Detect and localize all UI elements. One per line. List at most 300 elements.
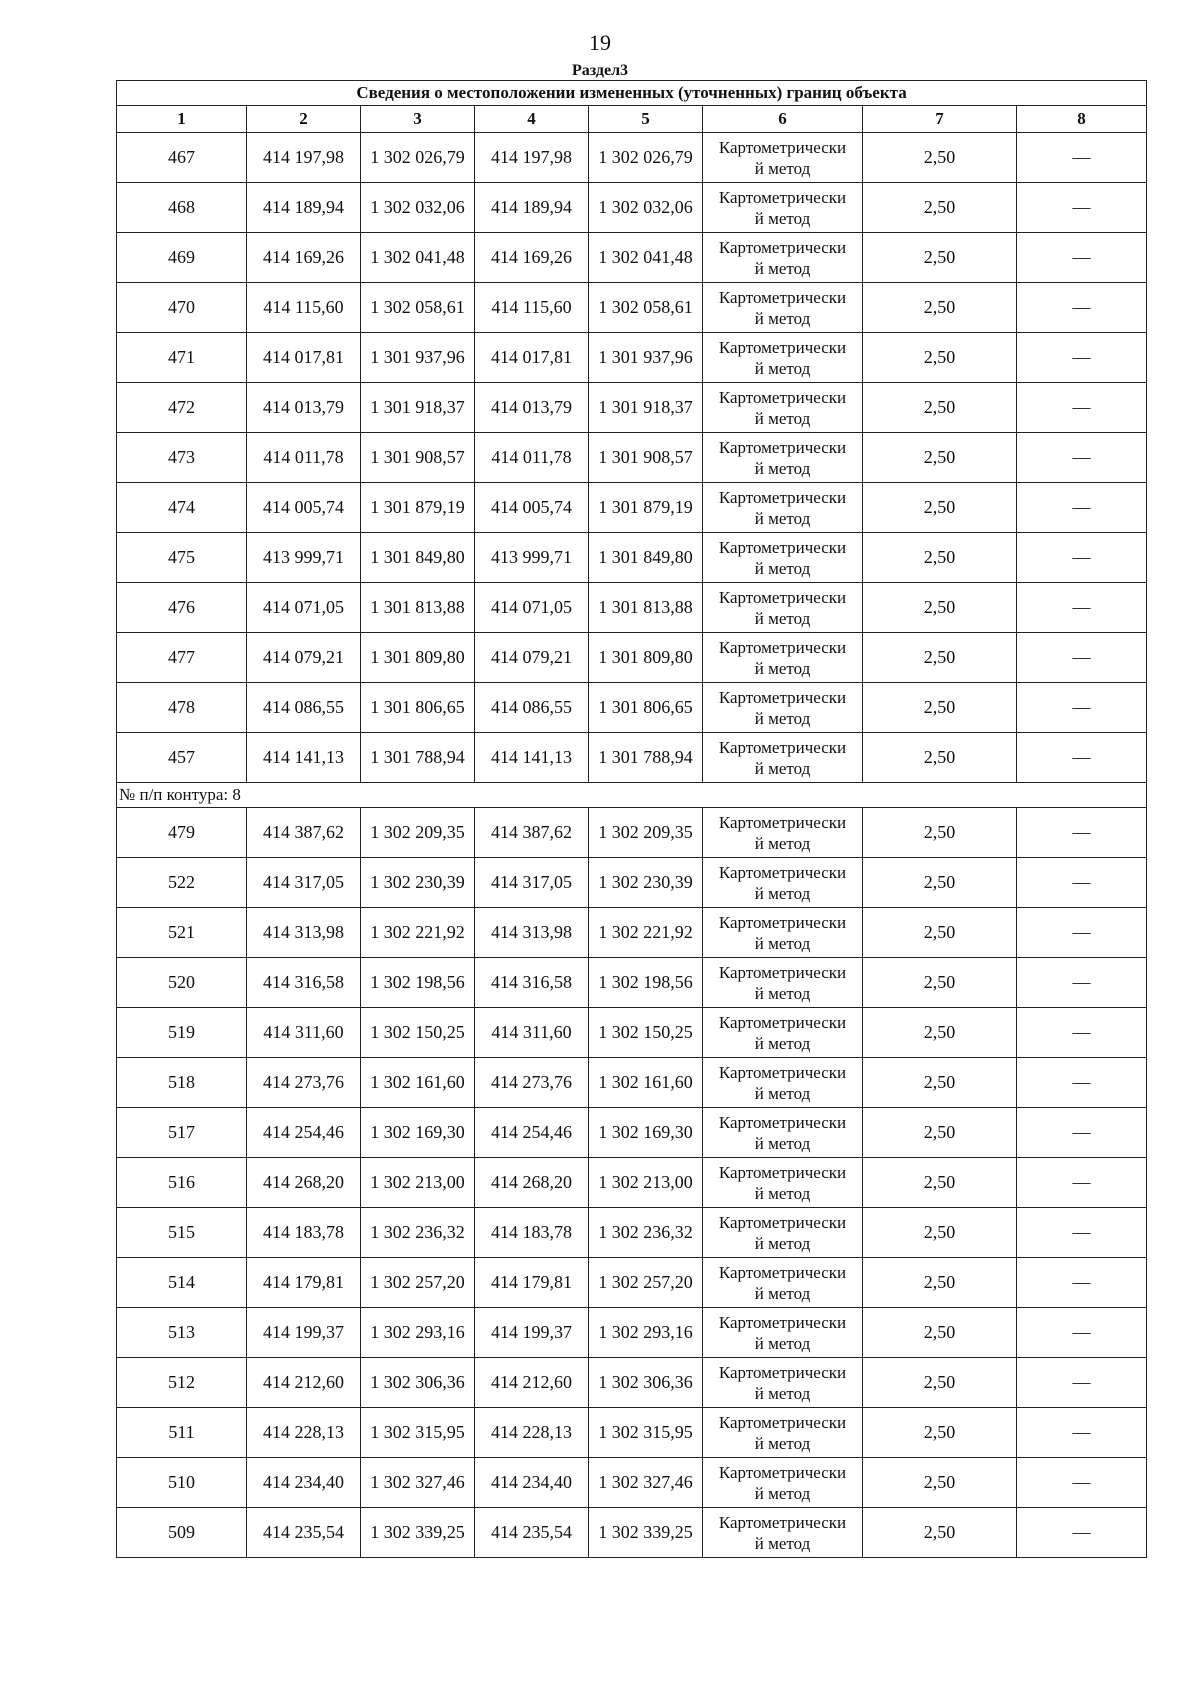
column-header-row	[117, 106, 1147, 133]
y-coordinate-cell: 1 301 806,65	[589, 683, 703, 733]
x-coordinate-cell: 414 197,98	[475, 133, 589, 183]
description-cell: —	[1017, 433, 1147, 483]
table-row	[117, 683, 1147, 733]
point-number-cell: 518	[117, 1058, 247, 1108]
point-number-cell: 474	[117, 483, 247, 533]
y-coordinate-cell: 1 301 849,80	[589, 533, 703, 583]
y-coordinate-cell: 1 302 026,79	[361, 133, 475, 183]
description-cell: —	[1017, 133, 1147, 183]
method-line: й метод	[754, 308, 811, 328]
method-line: Картометрически	[718, 437, 847, 457]
point-number-cell: 512	[117, 1358, 247, 1408]
point-number-cell: 514	[117, 1258, 247, 1308]
precision-cell: 2,50	[863, 1408, 1017, 1458]
method-cell	[703, 633, 863, 683]
method-line: Картометрически	[718, 1362, 847, 1382]
y-coordinate-cell: 1 302 169,30	[589, 1108, 703, 1158]
method-cell	[703, 583, 863, 633]
table-row	[117, 1408, 1147, 1458]
precision-cell: 2,50	[863, 1458, 1017, 1508]
table-row	[117, 1058, 1147, 1108]
method-line: й метод	[754, 1133, 811, 1153]
method-line: й метод	[754, 1233, 811, 1253]
method-line: Картометрически	[718, 537, 847, 557]
table-row	[117, 1008, 1147, 1058]
x-coordinate-cell: 414 115,60	[247, 283, 361, 333]
x-coordinate-cell: 414 189,94	[475, 183, 589, 233]
y-coordinate-cell: 1 302 161,60	[361, 1058, 475, 1108]
y-coordinate-cell: 1 301 918,37	[589, 383, 703, 433]
x-coordinate-cell: 414 317,05	[475, 858, 589, 908]
x-coordinate-cell: 414 316,58	[475, 958, 589, 1008]
x-coordinate-cell: 414 189,94	[247, 183, 361, 233]
x-coordinate-cell: 414 005,74	[247, 483, 361, 533]
description-cell: —	[1017, 958, 1147, 1008]
method-line: Картометрически	[718, 1012, 847, 1032]
x-coordinate-cell: 414 017,81	[247, 333, 361, 383]
table-row	[117, 483, 1147, 533]
column-header: 2	[247, 106, 361, 133]
description-cell: —	[1017, 483, 1147, 533]
point-number-cell: 467	[117, 133, 247, 183]
precision-cell: 2,50	[863, 1108, 1017, 1158]
method-line: й метод	[754, 1033, 811, 1053]
y-coordinate-cell: 1 302 236,32	[589, 1208, 703, 1258]
precision-cell: 2,50	[863, 133, 1017, 183]
method-cell	[703, 483, 863, 533]
y-coordinate-cell: 1 302 150,25	[589, 1008, 703, 1058]
y-coordinate-cell: 1 302 150,25	[361, 1008, 475, 1058]
y-coordinate-cell: 1 301 937,96	[361, 333, 475, 383]
description-cell: —	[1017, 1108, 1147, 1158]
x-coordinate-cell: 414 212,60	[247, 1358, 361, 1408]
method-line: й метод	[754, 458, 811, 478]
method-cell	[703, 683, 863, 733]
x-coordinate-cell: 414 169,26	[475, 233, 589, 283]
x-coordinate-cell: 414 387,62	[247, 808, 361, 858]
y-coordinate-cell: 1 302 169,30	[361, 1108, 475, 1158]
table-row	[117, 433, 1147, 483]
x-coordinate-cell: 414 273,76	[475, 1058, 589, 1108]
description-cell: —	[1017, 333, 1147, 383]
table-row	[117, 533, 1147, 583]
table-row	[117, 1358, 1147, 1408]
y-coordinate-cell: 1 301 813,88	[589, 583, 703, 633]
table-row	[117, 1158, 1147, 1208]
method-cell	[703, 1308, 863, 1358]
precision-cell: 2,50	[863, 1158, 1017, 1208]
method-line: й метод	[754, 258, 811, 278]
x-coordinate-cell: 414 199,37	[247, 1308, 361, 1358]
precision-cell: 2,50	[863, 383, 1017, 433]
y-coordinate-cell: 1 301 879,19	[589, 483, 703, 533]
table-row	[117, 633, 1147, 683]
method-line: Картометрически	[718, 962, 847, 982]
method-line: й метод	[754, 833, 811, 853]
method-line: Картометрически	[718, 1112, 847, 1132]
column-header: 8	[1017, 106, 1147, 133]
x-coordinate-cell: 414 268,20	[475, 1158, 589, 1208]
method-cell	[703, 1358, 863, 1408]
y-coordinate-cell: 1 302 236,32	[361, 1208, 475, 1258]
x-coordinate-cell: 413 999,71	[475, 533, 589, 583]
x-coordinate-cell: 414 141,13	[247, 733, 361, 783]
method-line: й метод	[754, 1283, 811, 1303]
y-coordinate-cell: 1 302 209,35	[361, 808, 475, 858]
y-coordinate-cell: 1 302 230,39	[589, 858, 703, 908]
column-header: 6	[703, 106, 863, 133]
table-row	[117, 283, 1147, 333]
method-cell	[703, 283, 863, 333]
y-coordinate-cell: 1 301 806,65	[361, 683, 475, 733]
method-line: й метод	[754, 1333, 811, 1353]
point-number-cell: 468	[117, 183, 247, 233]
y-coordinate-cell: 1 301 918,37	[361, 383, 475, 433]
point-number-cell: 478	[117, 683, 247, 733]
method-cell	[703, 1408, 863, 1458]
method-cell	[703, 1208, 863, 1258]
column-header: 5	[589, 106, 703, 133]
x-coordinate-cell: 414 268,20	[247, 1158, 361, 1208]
point-number-cell: 457	[117, 733, 247, 783]
precision-cell: 2,50	[863, 958, 1017, 1008]
method-line: й метод	[754, 1483, 811, 1503]
x-coordinate-cell: 414 013,79	[247, 383, 361, 433]
description-cell: —	[1017, 1008, 1147, 1058]
method-cell	[703, 1458, 863, 1508]
method-line: й метод	[754, 658, 811, 678]
method-cell	[703, 1108, 863, 1158]
description-cell: —	[1017, 1058, 1147, 1108]
method-line: Картометрически	[718, 862, 847, 882]
method-line: й метод	[754, 158, 811, 178]
method-line: й метод	[754, 508, 811, 528]
method-line: Картометрически	[718, 1262, 847, 1282]
method-cell	[703, 1008, 863, 1058]
description-cell: —	[1017, 733, 1147, 783]
y-coordinate-cell: 1 302 209,35	[589, 808, 703, 858]
contour-label-row	[117, 783, 1147, 808]
method-line: Картометрически	[718, 487, 847, 507]
point-number-cell: 522	[117, 858, 247, 908]
table-row	[117, 958, 1147, 1008]
precision-cell: 2,50	[863, 283, 1017, 333]
precision-cell: 2,50	[863, 583, 1017, 633]
x-coordinate-cell: 414 234,40	[247, 1458, 361, 1508]
point-number-cell: 476	[117, 583, 247, 633]
x-coordinate-cell: 414 197,98	[247, 133, 361, 183]
y-coordinate-cell: 1 302 315,95	[361, 1408, 475, 1458]
point-number-cell: 479	[117, 808, 247, 858]
precision-cell: 2,50	[863, 808, 1017, 858]
y-coordinate-cell: 1 302 257,20	[361, 1258, 475, 1308]
method-line: Картометрически	[718, 1462, 847, 1482]
precision-cell: 2,50	[863, 633, 1017, 683]
y-coordinate-cell: 1 302 032,06	[589, 183, 703, 233]
method-line: Картометрически	[718, 387, 847, 407]
y-coordinate-cell: 1 302 041,48	[589, 233, 703, 283]
y-coordinate-cell: 1 302 058,61	[589, 283, 703, 333]
point-number-cell: 520	[117, 958, 247, 1008]
method-line: й метод	[754, 208, 811, 228]
point-number-cell: 511	[117, 1408, 247, 1458]
y-coordinate-cell: 1 302 293,16	[361, 1308, 475, 1358]
x-coordinate-cell: 414 228,13	[247, 1408, 361, 1458]
point-number-cell: 471	[117, 333, 247, 383]
description-cell: —	[1017, 858, 1147, 908]
method-line: Картометрически	[718, 1212, 847, 1232]
point-number-cell: 510	[117, 1458, 247, 1508]
method-line: Картометрически	[718, 812, 847, 832]
method-line: й метод	[754, 608, 811, 628]
x-coordinate-cell: 413 999,71	[247, 533, 361, 583]
table-row	[117, 133, 1147, 183]
y-coordinate-cell: 1 301 849,80	[361, 533, 475, 583]
method-line: й метод	[754, 1183, 811, 1203]
y-coordinate-cell: 1 302 026,79	[589, 133, 703, 183]
table-row	[117, 1508, 1147, 1558]
method-line: Картометрически	[718, 1062, 847, 1082]
method-cell	[703, 533, 863, 583]
y-coordinate-cell: 1 302 058,61	[361, 283, 475, 333]
page-number: 19	[589, 30, 611, 55]
y-coordinate-cell: 1 302 161,60	[589, 1058, 703, 1108]
method-line: й метод	[754, 1083, 811, 1103]
precision-cell: 2,50	[863, 333, 1017, 383]
x-coordinate-cell: 414 071,05	[247, 583, 361, 633]
method-line: Картометрически	[718, 237, 847, 257]
table-row	[117, 733, 1147, 783]
x-coordinate-cell: 414 234,40	[475, 1458, 589, 1508]
precision-cell: 2,50	[863, 483, 1017, 533]
x-coordinate-cell: 414 071,05	[475, 583, 589, 633]
x-coordinate-cell: 414 254,46	[475, 1108, 589, 1158]
point-number-cell: 475	[117, 533, 247, 583]
y-coordinate-cell: 1 302 198,56	[589, 958, 703, 1008]
precision-cell: 2,50	[863, 683, 1017, 733]
method-cell	[703, 233, 863, 283]
column-header: 3	[361, 106, 475, 133]
method-cell	[703, 1508, 863, 1558]
y-coordinate-cell: 1 302 327,46	[589, 1458, 703, 1508]
table-row	[117, 1108, 1147, 1158]
precision-cell: 2,50	[863, 1358, 1017, 1408]
x-coordinate-cell: 414 011,78	[475, 433, 589, 483]
description-cell: —	[1017, 908, 1147, 958]
y-coordinate-cell: 1 302 230,39	[361, 858, 475, 908]
point-number-cell: 517	[117, 1108, 247, 1158]
precision-cell: 2,50	[863, 1308, 1017, 1358]
y-coordinate-cell: 1 302 221,92	[361, 908, 475, 958]
description-cell: —	[1017, 383, 1147, 433]
x-coordinate-cell: 414 079,21	[475, 633, 589, 683]
method-line: Картометрически	[718, 737, 847, 757]
x-coordinate-cell: 414 011,78	[247, 433, 361, 483]
y-coordinate-cell: 1 302 213,00	[361, 1158, 475, 1208]
method-line: Картометрически	[718, 187, 847, 207]
point-number-cell: 513	[117, 1308, 247, 1358]
method-cell	[703, 808, 863, 858]
method-line: й метод	[754, 883, 811, 903]
method-cell	[703, 733, 863, 783]
x-coordinate-cell: 414 179,81	[247, 1258, 361, 1308]
y-coordinate-cell: 1 302 257,20	[589, 1258, 703, 1308]
precision-cell: 2,50	[863, 1208, 1017, 1258]
point-number-cell: 516	[117, 1158, 247, 1208]
y-coordinate-cell: 1 301 788,94	[361, 733, 475, 783]
table-row	[117, 1308, 1147, 1358]
y-coordinate-cell: 1 301 937,96	[589, 333, 703, 383]
point-number-cell: 521	[117, 908, 247, 958]
x-coordinate-cell: 414 273,76	[247, 1058, 361, 1108]
method-cell	[703, 1158, 863, 1208]
precision-cell: 2,50	[863, 533, 1017, 583]
table-row	[117, 333, 1147, 383]
column-header: 7	[863, 106, 1017, 133]
y-coordinate-cell: 1 302 339,25	[361, 1508, 475, 1558]
method-cell	[703, 433, 863, 483]
table-caption: Сведения о местоположении измененных (уточненных) границ объекта	[117, 81, 1147, 106]
point-number-cell: 470	[117, 283, 247, 333]
y-coordinate-cell: 1 301 879,19	[361, 483, 475, 533]
table-row	[117, 233, 1147, 283]
x-coordinate-cell: 414 005,74	[475, 483, 589, 533]
x-coordinate-cell: 414 017,81	[475, 333, 589, 383]
table-row	[117, 1458, 1147, 1508]
x-coordinate-cell: 414 079,21	[247, 633, 361, 683]
y-coordinate-cell: 1 302 221,92	[589, 908, 703, 958]
description-cell: —	[1017, 583, 1147, 633]
description-cell: —	[1017, 533, 1147, 583]
x-coordinate-cell: 414 387,62	[475, 808, 589, 858]
x-coordinate-cell: 414 228,13	[475, 1408, 589, 1458]
method-line: Картометрически	[718, 1512, 847, 1532]
method-cell	[703, 908, 863, 958]
method-cell	[703, 1258, 863, 1308]
method-line: й метод	[754, 558, 811, 578]
method-cell	[703, 333, 863, 383]
precision-cell: 2,50	[863, 183, 1017, 233]
y-coordinate-cell: 1 301 908,57	[589, 433, 703, 483]
x-coordinate-cell: 414 141,13	[475, 733, 589, 783]
point-number-cell: 515	[117, 1208, 247, 1258]
method-line: Картометрически	[718, 137, 847, 157]
method-cell	[703, 383, 863, 433]
description-cell: —	[1017, 1458, 1147, 1508]
description-cell: —	[1017, 183, 1147, 233]
x-coordinate-cell: 414 311,60	[475, 1008, 589, 1058]
y-coordinate-cell: 1 302 041,48	[361, 233, 475, 283]
method-cell	[703, 183, 863, 233]
method-line: й метод	[754, 1383, 811, 1403]
description-cell: —	[1017, 1258, 1147, 1308]
point-number-cell: 473	[117, 433, 247, 483]
y-coordinate-cell: 1 301 788,94	[589, 733, 703, 783]
table-row	[117, 858, 1147, 908]
x-coordinate-cell: 414 183,78	[247, 1208, 361, 1258]
method-line: й метод	[754, 758, 811, 778]
point-number-cell: 472	[117, 383, 247, 433]
method-cell	[703, 133, 863, 183]
precision-cell: 2,50	[863, 433, 1017, 483]
description-cell: —	[1017, 233, 1147, 283]
precision-cell: 2,50	[863, 908, 1017, 958]
method-line: Картометрически	[718, 1162, 847, 1182]
method-line: Картометрически	[718, 912, 847, 932]
description-cell: —	[1017, 808, 1147, 858]
y-coordinate-cell: 1 302 032,06	[361, 183, 475, 233]
point-number-cell: 477	[117, 633, 247, 683]
table-row	[117, 383, 1147, 433]
point-number-cell: 469	[117, 233, 247, 283]
x-coordinate-cell: 414 115,60	[475, 283, 589, 333]
precision-cell: 2,50	[863, 1258, 1017, 1308]
method-line: й метод	[754, 358, 811, 378]
method-line: Картометрически	[718, 1412, 847, 1432]
x-coordinate-cell: 414 311,60	[247, 1008, 361, 1058]
x-coordinate-cell: 414 179,81	[475, 1258, 589, 1308]
y-coordinate-cell: 1 301 908,57	[361, 433, 475, 483]
y-coordinate-cell: 1 302 306,36	[589, 1358, 703, 1408]
method-line: Картометрически	[718, 287, 847, 307]
y-coordinate-cell: 1 301 809,80	[589, 633, 703, 683]
method-line: й метод	[754, 708, 811, 728]
method-line: Картометрически	[718, 637, 847, 657]
boundary-coordinates-table	[116, 80, 1147, 1558]
description-cell: —	[1017, 1308, 1147, 1358]
table-row	[117, 183, 1147, 233]
table-row	[117, 1208, 1147, 1258]
y-coordinate-cell: 1 302 293,16	[589, 1308, 703, 1358]
description-cell: —	[1017, 1208, 1147, 1258]
table-row	[117, 908, 1147, 958]
x-coordinate-cell: 414 013,79	[475, 383, 589, 433]
x-coordinate-cell: 414 183,78	[475, 1208, 589, 1258]
section-title: Раздел3	[571, 62, 629, 79]
x-coordinate-cell: 414 313,98	[247, 908, 361, 958]
table-row	[117, 808, 1147, 858]
description-cell: —	[1017, 1508, 1147, 1558]
x-coordinate-cell: 414 254,46	[247, 1108, 361, 1158]
x-coordinate-cell: 414 235,54	[247, 1508, 361, 1558]
x-coordinate-cell: 414 235,54	[475, 1508, 589, 1558]
method-line: й метод	[754, 1433, 811, 1453]
method-cell	[703, 858, 863, 908]
table-body	[117, 133, 1147, 1558]
y-coordinate-cell: 1 301 809,80	[361, 633, 475, 683]
precision-cell: 2,50	[863, 233, 1017, 283]
y-coordinate-cell: 1 302 327,46	[361, 1458, 475, 1508]
description-cell: —	[1017, 683, 1147, 733]
y-coordinate-cell: 1 302 306,36	[361, 1358, 475, 1408]
method-line: й метод	[754, 933, 811, 953]
method-cell	[703, 1058, 863, 1108]
x-coordinate-cell: 414 169,26	[247, 233, 361, 283]
description-cell: —	[1017, 283, 1147, 333]
x-coordinate-cell: 414 313,98	[475, 908, 589, 958]
point-number-cell: 509	[117, 1508, 247, 1558]
table-row	[117, 1258, 1147, 1308]
x-coordinate-cell: 414 086,55	[475, 683, 589, 733]
description-cell: —	[1017, 1358, 1147, 1408]
precision-cell: 2,50	[863, 1058, 1017, 1108]
method-line: Картометрически	[718, 337, 847, 357]
description-cell: —	[1017, 1408, 1147, 1458]
x-coordinate-cell: 414 316,58	[247, 958, 361, 1008]
y-coordinate-cell: 1 302 315,95	[589, 1408, 703, 1458]
x-coordinate-cell: 414 317,05	[247, 858, 361, 908]
x-coordinate-cell: 414 212,60	[475, 1358, 589, 1408]
